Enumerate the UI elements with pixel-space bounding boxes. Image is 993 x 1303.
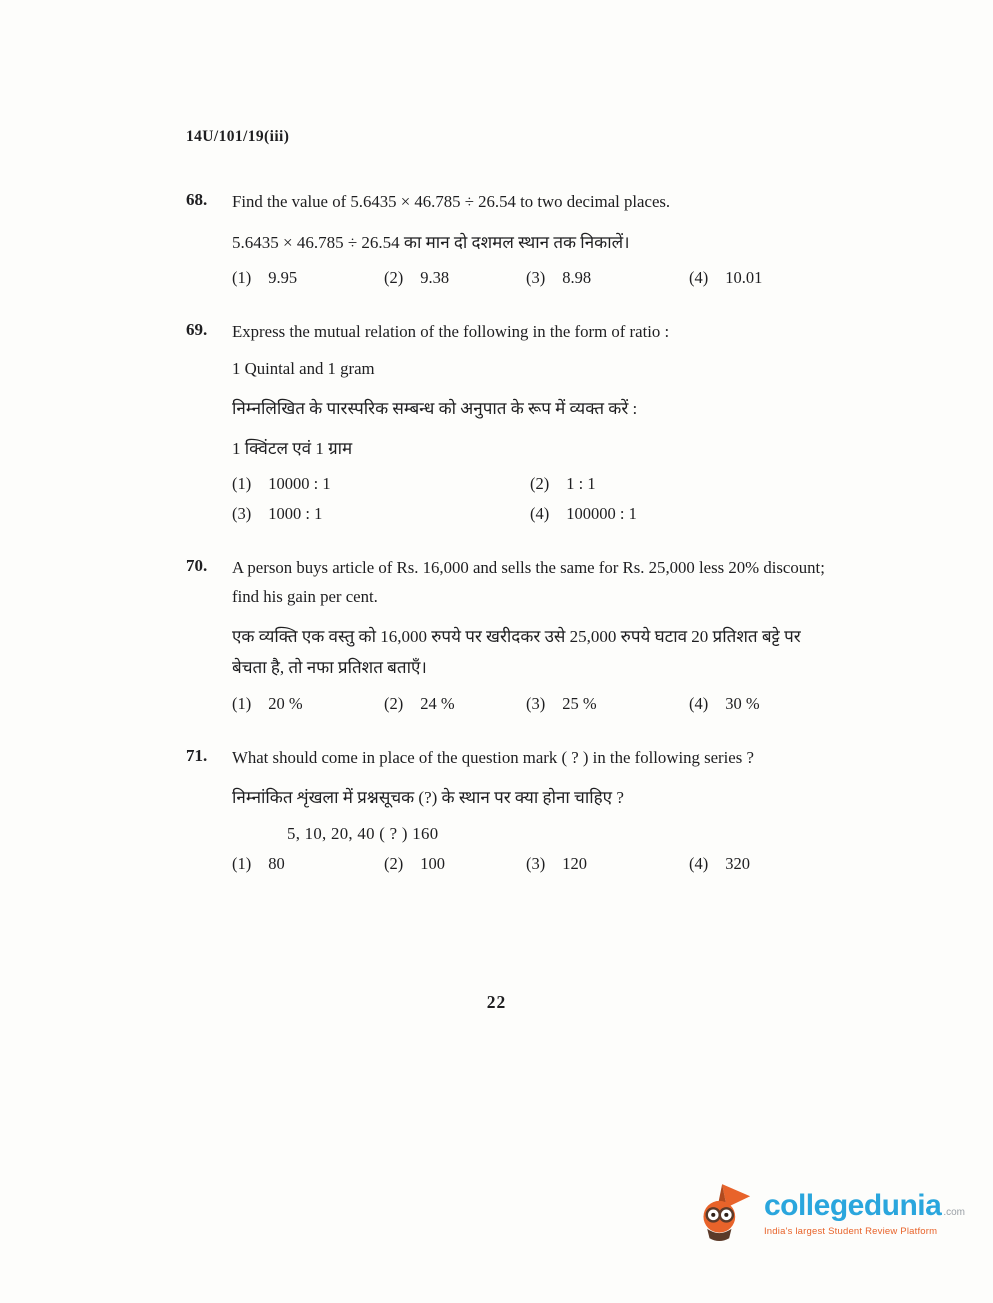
option-1: [232, 268, 384, 288]
question-text-hi: निम्नलिखित के पारस्परिक सम्बन्ध को अनुपात के रूप में व्यक्त करें :: [232, 399, 638, 419]
number-series: 5, 10, 20, 40 ( ? ) 160: [287, 823, 439, 843]
question-number: 68.: [186, 190, 208, 209]
option-4: [689, 854, 832, 874]
logo-text-block: [764, 1189, 965, 1237]
option-label: (4): [689, 853, 709, 873]
option-label: (1): [232, 267, 252, 287]
question-body: [232, 318, 832, 524]
option-3: [526, 694, 689, 714]
option-value: 10000 : 1: [268, 473, 331, 493]
page-number: 22: [486, 992, 507, 1012]
option-label: (2): [384, 853, 404, 873]
option-label: (2): [384, 693, 404, 713]
option-label: (4): [530, 503, 550, 523]
option-label: (3): [526, 693, 546, 713]
option-value: 120: [562, 853, 587, 873]
question-text-en: Find the value of 5.6435 × 46.785 ÷ 26.54 to two decimal places.: [232, 192, 671, 211]
option-label: (3): [232, 503, 252, 523]
option-value: 20 %: [268, 693, 303, 713]
option-1: [232, 694, 384, 714]
option-2: [384, 854, 526, 874]
option-label: (1): [232, 853, 252, 873]
option-label: (3): [526, 853, 546, 873]
option-label: (4): [689, 267, 709, 287]
option-1: [232, 854, 384, 874]
option-value: 320: [725, 853, 750, 873]
question-text-en: Express the mutual relation of the following in the form of ratio :: [232, 321, 670, 341]
owl-mascot-icon: [696, 1182, 752, 1244]
option-value: 80: [268, 853, 285, 873]
option-2: [530, 474, 832, 494]
question-text-hi: 5.6435 × 46.785 ÷ 26.54 का मान दो दशमल स्थान तक निकालें।: [232, 232, 630, 252]
option-label: (2): [530, 473, 550, 493]
question-body: [232, 188, 832, 288]
option-2: [384, 268, 526, 288]
question-69: [186, 318, 843, 524]
document-code: 14U/101/19(iii): [186, 128, 290, 145]
option-label: (2): [384, 267, 404, 287]
logo-wordline: [764, 1189, 965, 1223]
question-text-hi: निम्नांकित शृंखला में प्रश्नसूचक (?) के स्थान पर क्या होना चाहिए ?: [232, 788, 624, 808]
question-text-en: A person buys article of Rs. 16,000 and sells the same for Rs. 25,000 less 20% discount; find his gain per cent.: [232, 557, 825, 606]
option-value: 9.38: [420, 267, 450, 287]
question-68: [186, 188, 843, 288]
option-value: 100000 : 1: [566, 503, 637, 523]
question-number: 70.: [186, 555, 208, 575]
question-text-en: What should come in place of the question mark ( ? ) in the following series ?: [232, 747, 754, 767]
option-3: [232, 504, 530, 524]
option-value: 10.01: [725, 267, 763, 287]
option-label: (3): [526, 267, 546, 287]
option-value: 1 : 1: [566, 473, 596, 493]
option-value: 30 %: [725, 693, 760, 713]
collegedunia-logo: [696, 1182, 965, 1244]
option-value: 25 %: [562, 693, 597, 713]
question-70: [186, 554, 843, 714]
brand-tagline: India's largest Student Review Platform: [763, 1226, 938, 1237]
option-value: 9.95: [268, 267, 298, 287]
brand-suffix: .com: [943, 1207, 965, 1218]
options-row: [232, 268, 832, 288]
option-label: (4): [689, 693, 709, 713]
option-4: [689, 694, 832, 714]
question-number: 69.: [186, 319, 208, 339]
option-value: 8.98: [562, 267, 592, 287]
option-value: 24 %: [420, 693, 455, 713]
question-body: [232, 744, 832, 874]
option-value: 100: [420, 853, 445, 873]
brand-name: collegedunia: [763, 1189, 942, 1222]
question-71: [186, 744, 843, 874]
option-value: 1000 : 1: [268, 503, 323, 523]
question-body: [232, 554, 832, 714]
option-4: [530, 504, 832, 524]
option-1: [232, 474, 530, 494]
option-4: [689, 268, 832, 288]
options-row: [232, 694, 832, 714]
option-3: [526, 854, 689, 874]
question-text-en-line2: 1 Quintal and 1 gram: [232, 358, 375, 378]
options-row: [232, 854, 832, 874]
option-label: (1): [232, 473, 252, 493]
question-text-hi: एक व्यक्ति एक वस्तु को 16,000 रुपये पर खरीदकर उसे 25,000 रुपये घटाव 20 प्रतिशत बट्टे पर बेचता है, तो नफा प्रतिशत बताएँ।: [232, 627, 801, 678]
options-grid: [232, 474, 832, 524]
question-number: 71.: [186, 745, 208, 765]
option-3: [526, 268, 689, 288]
option-label: (1): [232, 693, 252, 713]
question-text-hi-line2: 1 क्विंटल एवं 1 ग्राम: [232, 438, 353, 458]
option-2: [384, 694, 526, 714]
